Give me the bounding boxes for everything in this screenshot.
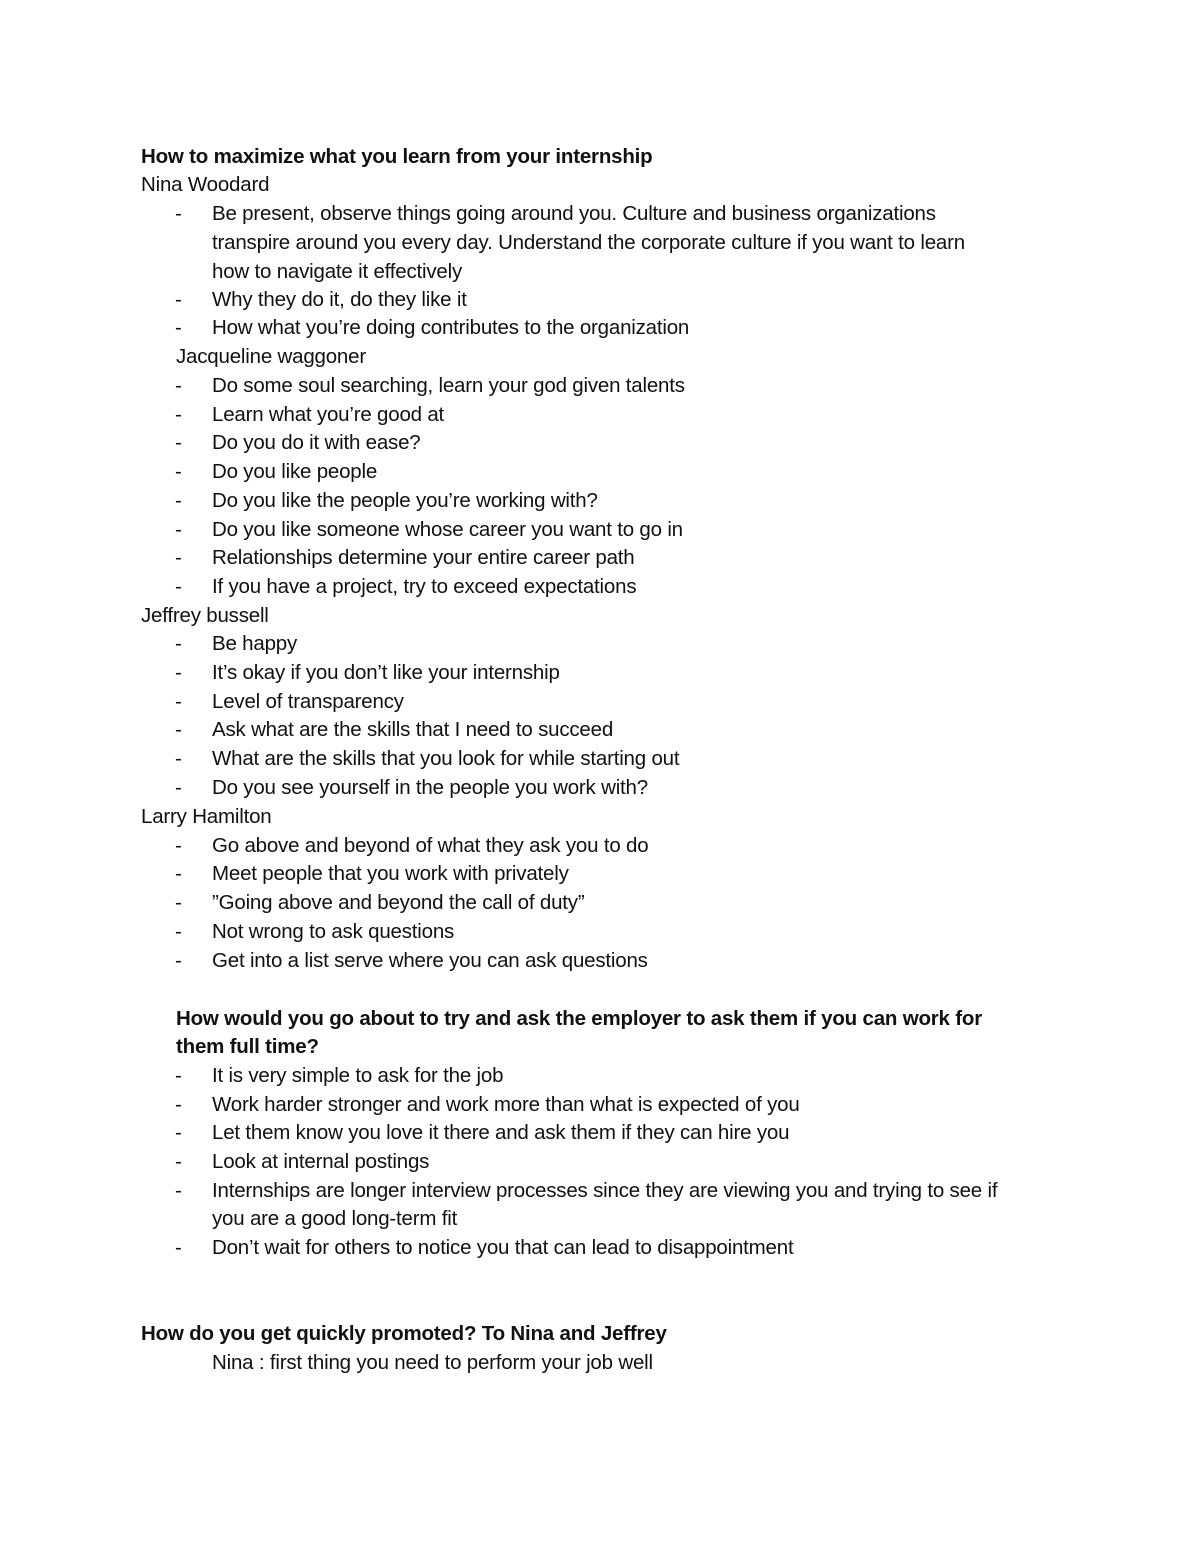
bullet-dash: - bbox=[175, 690, 182, 713]
bullet-text: How what you’re doing contributes to the organization bbox=[212, 316, 690, 339]
bullet-text: Do you like the people you’re working with? bbox=[212, 489, 598, 512]
bullet-dash: - bbox=[175, 1121, 182, 1144]
speaker-name: Jacqueline waggoner bbox=[176, 345, 366, 368]
bullet-dash: - bbox=[175, 632, 182, 655]
answer-separator: : bbox=[253, 1351, 270, 1374]
bullet-text: Look at internal postings bbox=[212, 1150, 430, 1173]
bullet-text: Not wrong to ask questions bbox=[212, 920, 455, 943]
bullet-dash: - bbox=[175, 718, 182, 741]
section-title: How would you go about to try and ask the employer to ask them if you can work for bbox=[176, 1007, 982, 1030]
bullet-dash: - bbox=[175, 288, 182, 311]
bullet-text: Work harder stronger and work more than what is expected of you bbox=[212, 1093, 800, 1116]
bullet-dash: - bbox=[175, 431, 182, 454]
bullet-text: Do you like someone whose career you want to go in bbox=[212, 518, 683, 541]
bullet-text: If you have a project, try to exceed expectations bbox=[212, 575, 637, 598]
bullet-text: you are a good long-term fit bbox=[212, 1207, 458, 1230]
bullet-text: how to navigate it effectively bbox=[212, 260, 463, 283]
bullet-dash: - bbox=[175, 1150, 182, 1173]
bullet-text: It is very simple to ask for the job bbox=[212, 1064, 504, 1087]
bullet-dash: - bbox=[175, 460, 182, 483]
bullet-text: It’s okay if you don’t like your internship bbox=[212, 661, 560, 684]
speaker-name: Nina Woodard bbox=[141, 173, 270, 196]
bullet-text: Get into a list serve where you can ask questions bbox=[212, 949, 648, 972]
bullet-text: Don’t wait for others to notice you that can lead to disappointment bbox=[212, 1236, 794, 1259]
bullet-dash: - bbox=[175, 776, 182, 799]
bullet-dash: - bbox=[175, 546, 182, 569]
section-title: How do you get quickly promoted? To Nina and Jeffrey bbox=[141, 1322, 667, 1345]
bullet-dash: - bbox=[175, 949, 182, 972]
bullet-dash: - bbox=[175, 1093, 182, 1116]
bullet-text: What are the skills that you look for while starting out bbox=[212, 747, 680, 770]
bullet-dash: - bbox=[175, 1064, 182, 1087]
bullet-text: Be present, observe things going around you. Culture and business organizations bbox=[212, 202, 936, 225]
bullet-dash: - bbox=[175, 202, 182, 225]
bullet-dash: - bbox=[175, 1179, 182, 1202]
bullet-dash: - bbox=[175, 518, 182, 541]
bullet-text: Learn what you’re good at bbox=[212, 403, 445, 426]
bullet-text: Do you like people bbox=[212, 460, 378, 483]
answer-line bbox=[212, 1349, 653, 1377]
bullet-dash: - bbox=[175, 891, 182, 914]
section-title: How to maximize what you learn from your internship bbox=[141, 145, 653, 168]
bullet-text: transpire around you every day. Understand the corporate culture if you want to learn bbox=[212, 231, 965, 254]
bullet-dash: - bbox=[175, 1236, 182, 1259]
bullet-text: Do you see yourself in the people you work with? bbox=[212, 776, 648, 799]
bullet-text: Do you do it with ease? bbox=[212, 431, 421, 454]
bullet-text: Internships are longer interview processes since they are viewing you and trying to see if bbox=[212, 1179, 998, 1202]
bullet-text: Relationships determine your entire career path bbox=[212, 546, 635, 569]
answer-text: first thing you need to perform your job well bbox=[269, 1351, 653, 1374]
speaker-name: Larry Hamilton bbox=[141, 805, 272, 828]
bullet-text: Ask what are the skills that I need to succeed bbox=[212, 718, 614, 741]
bullet-dash: - bbox=[175, 747, 182, 770]
bullet-text: Be happy bbox=[212, 632, 298, 655]
bullet-text: Meet people that you work with privately bbox=[212, 862, 569, 885]
bullet-text: Go above and beyond of what they ask you to do bbox=[212, 834, 649, 857]
bullet-dash: - bbox=[175, 862, 182, 885]
bullet-dash: - bbox=[175, 374, 182, 397]
bullet-dash: - bbox=[175, 575, 182, 598]
bullet-text: Do some soul searching, learn your god given talents bbox=[212, 374, 685, 397]
bullet-dash: - bbox=[175, 403, 182, 426]
bullet-text: Why they do it, do they like it bbox=[212, 288, 467, 311]
bullet-dash: - bbox=[175, 920, 182, 943]
bullet-dash: - bbox=[175, 489, 182, 512]
bullet-text: ”Going above and beyond the call of duty” bbox=[212, 891, 585, 914]
speaker-name: Jeffrey bussell bbox=[141, 604, 269, 627]
bullet-dash: - bbox=[175, 661, 182, 684]
bullet-text: Level of transparency bbox=[212, 690, 404, 713]
answer-speaker: Nina bbox=[212, 1351, 254, 1374]
bullet-dash: - bbox=[175, 834, 182, 857]
bullet-text: Let them know you love it there and ask them if they can hire you bbox=[212, 1121, 790, 1144]
bullet-dash: - bbox=[175, 316, 182, 339]
section-title: them full time? bbox=[176, 1035, 319, 1058]
